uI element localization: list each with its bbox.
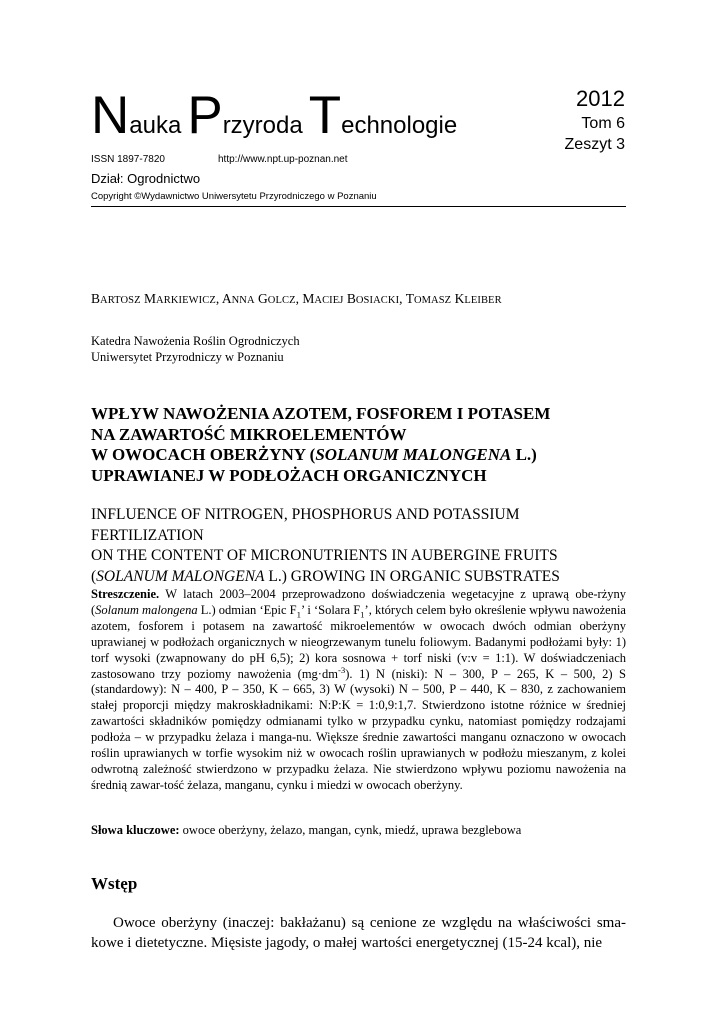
keywords-list: owoce oberżyny, żelazo, mangan, cynk, miedź, uprawa bezglebowa: [179, 823, 522, 837]
journal-title-initial-3: T: [308, 86, 342, 145]
journal-title-word-1: auka: [129, 112, 182, 139]
journal-volume: Tom 6: [581, 115, 625, 132]
article-title-polish: WPŁYW NAWOŻENIA AZOTEM, FOSFOREM I POTASEM NA ZAWARTOŚĆ MIKROELEMENTÓW W OWOCACH OBERŻYNY (SOLANUM MALONGENA L.) UPRAWIANEJ W PODŁOŻACH ORGANICZNYCH: [91, 404, 551, 485]
section-label: Dział: Ogrodnictwo: [91, 171, 201, 186]
affiliation-department: Katedra Nawożenia Roślin Ogrodniczych: [91, 334, 300, 348]
author-list: [91, 290, 502, 310]
author: ANNA GOLCZ,: [221, 291, 303, 306]
journal-title-word-2: rzyroda: [222, 112, 303, 139]
journal-title-initial-1: N: [91, 86, 130, 145]
journal-url[interactable]: http://www.npt.up-poznan.net: [218, 154, 348, 165]
abstract: Streszczenie. W latach 2003–2004 przeprowadzono doświadczenia wegetacyjne z uprawą obe-rżyny (Solanum malongena L.) odmian ‘Epic $F_1$’ i ‘Solara $F_1$’, których celem było określenie wpływu nawożenia azotem, fosforem i potasem na zawartość mikroelementów w owocach dwóch odmian oberżyny uprawianej w podłożach organicznych w nieogrzewanym tunelu foliowym. Badanymi podłożami były: 1) torf wysoki (zwapnowany do pH 6,5); 2) kora sosnowa + torf niski (v:v = 1:1). W doświadczeniach zastosowano trzy poziomy nawożenia $(mg\cdot dm^{-3})$. 1) N (niski): N – 300, P – 265, K – 500, 2) S (standardowy): N – 400, P – 350, K – 665, 3) W (wysoki) N – 500, P – 440, K – 830, z zachowaniem stałej proporcji między makroskładnikami: N:P:K = 1:0,9:1,7. Stwierdzono istotne różnice w średniej zawartości składników pomiędzy odmianami tylko w przypadku cynku, natomiast pomiędzy rodzajami podłoża – w przypadku żelaza i manga-nu. Większe średnie zawartości manganu oznaczono w owocach roślin uprawianych w torfie wysokim niż w owocach roślin uprawianych w podłożu mieszanym, z kolei odwrotną zależność stwierdzono w przypadku żelaza. Nie stwierdzono wpływu poziomu nawożenia na średnią zawar-tość żelaza, manganu, cynku i miedzi w owocach oberżyny.: [91, 587, 626, 792]
affiliation-university: Uniwersytet Przyrodniczy w Poznaniu: [91, 350, 284, 364]
journal-year: 2012: [576, 86, 625, 111]
issn: ISSN 1897-7820: [91, 154, 165, 165]
author: MACIEJ BOSIACKI,: [302, 291, 406, 306]
copyright-notice: Copyright ©Wydawnictwo Uniwersytetu Przyrodniczego w Poznaniu: [91, 191, 377, 202]
article-title-english: INFLUENCE OF NITROGEN, PHOSPHORUS AND POTASSIUM FERTILIZATION ON THE CONTENT OF MICRONUTRIENTS IN AUBERGINE FRUITS (SOLANUM MALONGENA L.) GROWING IN ORGANIC SUBSTRATES: [91, 506, 560, 585]
keywords-label: Słowa kluczowe:: [91, 823, 180, 837]
header-divider: [91, 206, 626, 207]
author: BARTOSZ MARKIEWICZ,: [91, 291, 222, 306]
journal-title-initial-2: P: [187, 86, 223, 145]
affiliation: [91, 333, 300, 365]
section-heading-intro: Wstęp: [91, 874, 138, 893]
author: TOMASZ KLEIBER: [405, 291, 502, 306]
journal-title-word-3: echnologie: [341, 112, 458, 139]
keywords: [91, 822, 626, 838]
abstract-label: Streszczenie.: [91, 587, 160, 601]
intro-paragraph: Owoce oberżyny (inaczej: bakłażanu) są cenione ze względu na właściwości sma-kowe i dietetyczne. Mięsiste jagody, o małej wartości energetycznej (15-24 kcal), nie: [91, 915, 626, 951]
journal-issue: Zeszyt 3: [564, 136, 625, 153]
journal-title: [91, 88, 463, 148]
